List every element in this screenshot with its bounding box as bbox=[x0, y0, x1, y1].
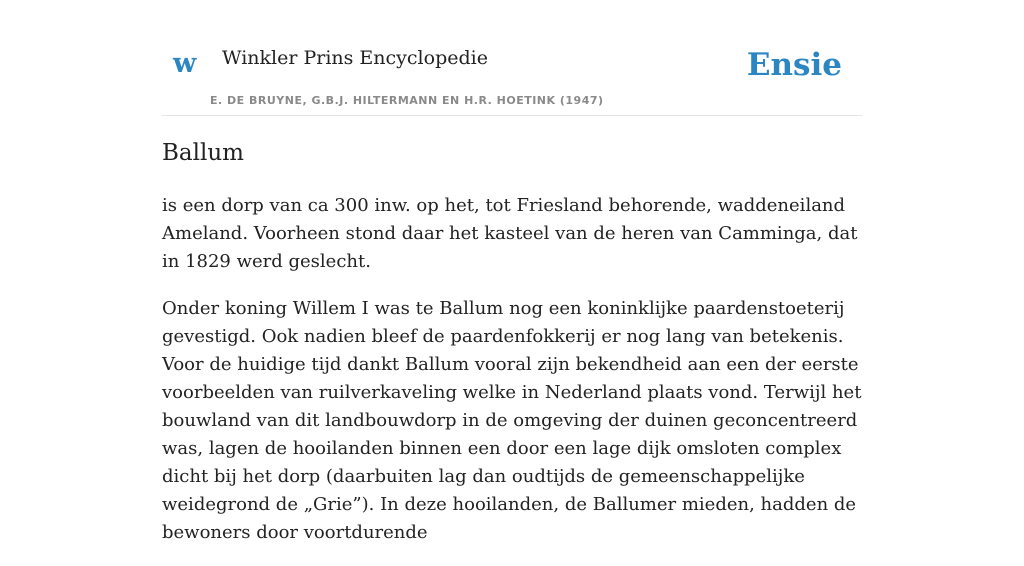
winkler-prins-logo[interactable]: w bbox=[173, 48, 197, 79]
article-title: Ballum bbox=[162, 140, 244, 166]
article-paragraph: Onder koning Willem I was te Ballum nog een koninklijke paardenstoeterij gevestigd. Ook nadien bleef de paardenfokkerij er nog lang van betekenis. Voor de huidige tijd dankt Ballum vooral zijn bekendheid aan een der eerste voorbeelden van ruilverkaveling welke in Nederland plaats vond. Terwijl het bouwland van dit landbouwdorp in de omgeving der duinen geconcentreerd was, lagen de hooilanden binnen een door een lage dijk omsloten complex dicht bij het dorp (daarbuiten lag dan oudtijds de gemeenschappelijke weidegrond de „Grie”). In deze hooilanden, de Ballumer mieden, hadden de bewoners door voortdurende bbox=[162, 298, 862, 543]
article-paragraph: is een dorp van ca 300 inw. op het, tot Friesland behorende, waddeneiland Ameland. Voorheen stond daar het kasteel van de heren van Camminga, dat in 1829 werd geslecht. bbox=[162, 195, 858, 272]
site-title[interactable]: Winkler Prins Encyclopedie bbox=[222, 47, 488, 69]
site-header bbox=[162, 0, 862, 116]
ensie-brand-logo[interactable]: Ensie bbox=[746, 47, 842, 83]
article-body bbox=[162, 192, 862, 566]
page-container bbox=[162, 0, 862, 543]
authors-byline: E. DE BRUYNE, G.B.J. HILTERMANN EN H.R. HOETINK (1947) bbox=[210, 94, 604, 107]
